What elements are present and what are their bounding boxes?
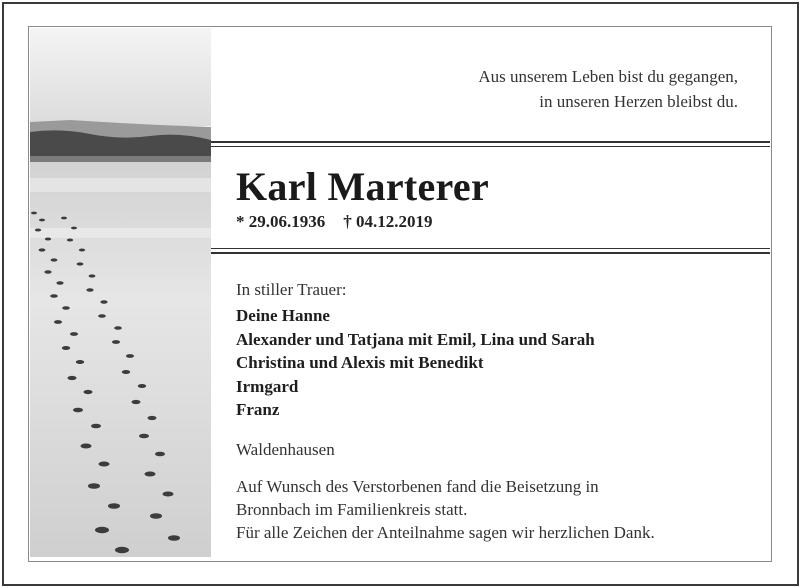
family-member: Irmgard bbox=[236, 376, 299, 396]
family-member: Franz bbox=[236, 400, 280, 419]
family-member: Alexander und Tatjana mit Emil, Lina und Sarah bbox=[236, 329, 595, 349]
note-line: Auf Wunsch des Verstorbenen fand die Beisetzung in bbox=[236, 477, 599, 496]
motto bbox=[478, 64, 738, 114]
top-rule-thick bbox=[211, 141, 770, 143]
mourning-label: In stiller Trauer: bbox=[236, 280, 347, 299]
family-member: Christina und Alexis mit Benedikt bbox=[236, 353, 484, 372]
funeral-note bbox=[236, 475, 655, 544]
footprints-photo bbox=[30, 28, 211, 557]
family-member: Deine Hanne bbox=[236, 306, 330, 325]
note-line: Bronnbach im Familienkreis statt. bbox=[236, 500, 468, 519]
motto-line-1: Aus unserem Leben bist du gegangen, bbox=[478, 67, 738, 86]
top-rule-thin bbox=[211, 146, 770, 147]
bottom-rule-thick bbox=[211, 252, 770, 254]
birth-date: * 29.06.1936 bbox=[236, 212, 326, 231]
deceased-name: Karl Marterer bbox=[236, 164, 490, 209]
family-list bbox=[236, 304, 595, 422]
death-date: † 04.12.2019 bbox=[343, 212, 433, 231]
motto-line-2: in unseren Herzen bleibst du. bbox=[539, 92, 738, 111]
life-dates bbox=[236, 212, 451, 232]
place-name: Waldenhausen bbox=[236, 440, 335, 459]
note-line: Für alle Zeichen der Anteilnahme sagen wir herzlichen Dank. bbox=[236, 523, 655, 542]
bottom-rule-thin bbox=[211, 248, 770, 249]
